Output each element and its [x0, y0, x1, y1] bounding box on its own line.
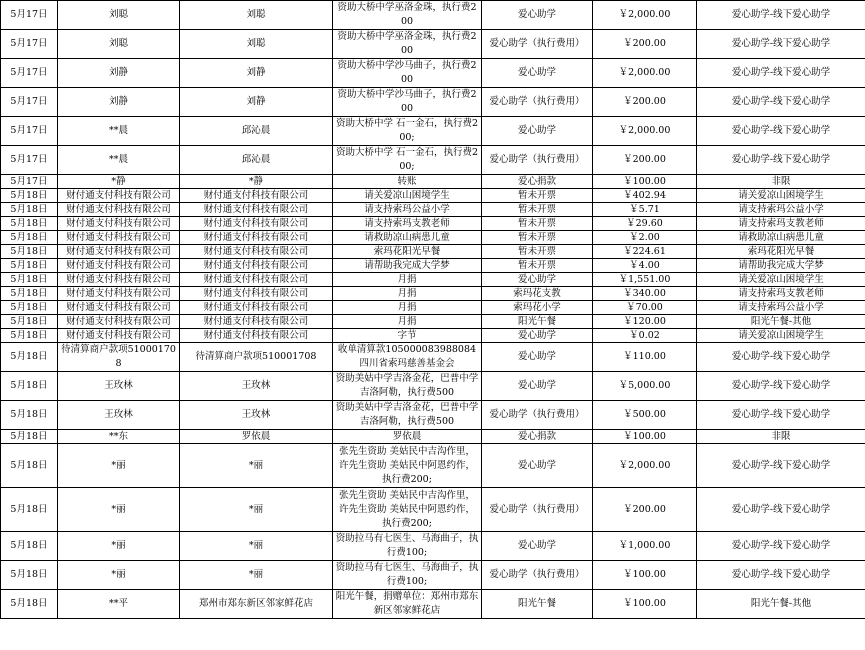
name-cell: 财付通支付科技有限公司: [180, 301, 333, 315]
date-cell: 5月17日: [1, 146, 58, 175]
project-cell: 爱心助学（执行费用）: [482, 30, 593, 59]
donor-cell: 财付通支付科技有限公司: [58, 287, 180, 301]
donor-cell: 王玫林: [58, 372, 180, 401]
date-cell: 5月18日: [1, 532, 58, 561]
purpose-cell: 张先生资助 美姑民中吉沟作里，许先生资助 美姑民中阿恩约作，执行费200;: [333, 444, 482, 488]
project-cell: 爱心助学（执行费用）: [482, 561, 593, 590]
amount-cell: ￥2,000.00: [593, 1, 697, 30]
table-row: [1, 287, 865, 301]
category-cell: 阳光午餐-其他: [697, 315, 865, 329]
project-cell: 爱心助学（执行费用）: [482, 88, 593, 117]
project-cell: 暂未开票: [482, 259, 593, 273]
amount-cell: ￥340.00: [593, 287, 697, 301]
donor-cell: 财付通支付科技有限公司: [58, 329, 180, 343]
name-cell: 财付通支付科技有限公司: [180, 203, 333, 217]
purpose-cell: 月捐: [333, 301, 482, 315]
table-row: [1, 301, 865, 315]
purpose-cell: 资助美姑中学吉洛金花，巴普中学吉洛阿勒，执行费500: [333, 401, 482, 430]
donor-cell: 财付通支付科技有限公司: [58, 203, 180, 217]
date-cell: 5月17日: [1, 88, 58, 117]
project-cell: 爱心助学（执行费用）: [482, 488, 593, 532]
category-cell: 爱心助学-线下爱心助学: [697, 372, 865, 401]
date-cell: 5月18日: [1, 301, 58, 315]
name-cell: 王玫林: [180, 372, 333, 401]
donor-cell: *丽: [58, 561, 180, 590]
category-cell: 索玛花阳光早餐: [697, 245, 865, 259]
name-cell: 财付通支付科技有限公司: [180, 287, 333, 301]
category-cell: 非限: [697, 175, 865, 189]
donor-cell: 刘聪: [58, 30, 180, 59]
name-cell: 刘聪: [180, 30, 333, 59]
amount-cell: ￥5.71: [593, 203, 697, 217]
table-body: [1, 1, 865, 619]
category-cell: 请救助凉山病患儿童: [697, 231, 865, 245]
purpose-cell: 请救助凉山病患儿童: [333, 231, 482, 245]
project-cell: 爱心助学: [482, 343, 593, 372]
donor-cell: *静: [58, 175, 180, 189]
donor-cell: 财付通支付科技有限公司: [58, 301, 180, 315]
donor-cell: **平: [58, 590, 180, 619]
date-cell: 5月18日: [1, 231, 58, 245]
date-cell: 5月18日: [1, 203, 58, 217]
table-row: [1, 444, 865, 488]
donor-cell: **晨: [58, 146, 180, 175]
project-cell: 爱心捐款: [482, 175, 593, 189]
purpose-cell: 月捐: [333, 287, 482, 301]
purpose-cell: 资助拉马有七医生、马海曲子，执行费100;: [333, 532, 482, 561]
project-cell: 爱心助学（执行费用）: [482, 146, 593, 175]
date-cell: 5月17日: [1, 117, 58, 146]
category-cell: 爱心助学-线下爱心助学: [697, 117, 865, 146]
table-row: [1, 59, 865, 88]
purpose-cell: 请关爱凉山困境学生: [333, 189, 482, 203]
table-row: [1, 203, 865, 217]
amount-cell: ￥120.00: [593, 315, 697, 329]
amount-cell: ￥2,000.00: [593, 59, 697, 88]
date-cell: 5月18日: [1, 372, 58, 401]
donor-cell: *丽: [58, 488, 180, 532]
name-cell: 王玫林: [180, 401, 333, 430]
date-cell: 5月18日: [1, 401, 58, 430]
date-cell: 5月17日: [1, 59, 58, 88]
date-cell: 5月17日: [1, 175, 58, 189]
project-cell: 爱心助学: [482, 372, 593, 401]
purpose-cell: 请支持索玛支教老师: [333, 217, 482, 231]
amount-cell: ￥70.00: [593, 301, 697, 315]
name-cell: *静: [180, 175, 333, 189]
category-cell: 爱心助学-线下爱心助学: [697, 1, 865, 30]
project-cell: 索玛花小学: [482, 301, 593, 315]
name-cell: 财付通支付科技有限公司: [180, 315, 333, 329]
purpose-cell: 资助大桥中学巫洛金珠，执行费200: [333, 1, 482, 30]
name-cell: 财付通支付科技有限公司: [180, 329, 333, 343]
donor-cell: 王玫林: [58, 401, 180, 430]
name-cell: 财付通支付科技有限公司: [180, 217, 333, 231]
donor-cell: **晨: [58, 117, 180, 146]
purpose-cell: 张先生资助 美姑民中吉沟作里，许先生资助 美姑民中阿恩约作，执行费200;: [333, 488, 482, 532]
donor-cell: 财付通支付科技有限公司: [58, 245, 180, 259]
purpose-cell: 资助拉马有七医生、马海曲子，执行费100;: [333, 561, 482, 590]
amount-cell: ￥1,551.00: [593, 273, 697, 287]
category-cell: 爱心助学-线下爱心助学: [697, 59, 865, 88]
project-cell: 暂未开票: [482, 245, 593, 259]
amount-cell: ￥100.00: [593, 590, 697, 619]
date-cell: 5月17日: [1, 30, 58, 59]
date-cell: 5月18日: [1, 259, 58, 273]
purpose-cell: 请支持索玛公益小学: [333, 203, 482, 217]
amount-cell: ￥224.61: [593, 245, 697, 259]
category-cell: 请支持索玛支教老师: [697, 287, 865, 301]
date-cell: 5月18日: [1, 430, 58, 444]
table-row: [1, 245, 865, 259]
amount-cell: ￥2.00: [593, 231, 697, 245]
project-cell: 暂未开票: [482, 203, 593, 217]
name-cell: *丽: [180, 444, 333, 488]
name-cell: 财付通支付科技有限公司: [180, 189, 333, 203]
table-row: [1, 231, 865, 245]
amount-cell: ￥200.00: [593, 146, 697, 175]
date-cell: 5月18日: [1, 315, 58, 329]
table-row: [1, 343, 865, 372]
project-cell: 爱心助学: [482, 273, 593, 287]
amount-cell: ￥2,000.00: [593, 444, 697, 488]
purpose-cell: 收单清算款105000083988084四川省索玛慈善基金会: [333, 343, 482, 372]
amount-cell: ￥1,000.00: [593, 532, 697, 561]
table-row: [1, 488, 865, 532]
donor-cell: 财付通支付科技有限公司: [58, 189, 180, 203]
table-row: [1, 315, 865, 329]
amount-cell: ￥29.60: [593, 217, 697, 231]
table-row: [1, 146, 865, 175]
category-cell: 请关爱凉山困境学生: [697, 273, 865, 287]
category-cell: 非限: [697, 430, 865, 444]
date-cell: 5月18日: [1, 488, 58, 532]
table-row: [1, 532, 865, 561]
purpose-cell: 阳光午餐，捐赠单位：郑州市郑东新区邻家鲜花店: [333, 590, 482, 619]
name-cell: 待清算商户款项510001708: [180, 343, 333, 372]
date-cell: 5月18日: [1, 189, 58, 203]
table-row: [1, 175, 865, 189]
amount-cell: ￥100.00: [593, 561, 697, 590]
category-cell: 爱心助学-线下爱心助学: [697, 88, 865, 117]
purpose-cell: 月捐: [333, 315, 482, 329]
donor-cell: *丽: [58, 444, 180, 488]
table-row: [1, 561, 865, 590]
purpose-cell: 资助大桥中学巫洛金珠，执行费200: [333, 30, 482, 59]
amount-cell: ￥5,000.00: [593, 372, 697, 401]
amount-cell: ￥0.02: [593, 329, 697, 343]
name-cell: 财付通支付科技有限公司: [180, 273, 333, 287]
table-row: [1, 430, 865, 444]
project-cell: 阳光午餐: [482, 590, 593, 619]
donor-cell: 刘静: [58, 59, 180, 88]
category-cell: 请支持索玛公益小学: [697, 203, 865, 217]
amount-cell: ￥110.00: [593, 343, 697, 372]
purpose-cell: 月捐: [333, 273, 482, 287]
name-cell: 财付通支付科技有限公司: [180, 259, 333, 273]
name-cell: *丽: [180, 561, 333, 590]
table-row: [1, 259, 865, 273]
project-cell: 阳光午餐: [482, 315, 593, 329]
name-cell: *丽: [180, 488, 333, 532]
name-cell: 刘静: [180, 59, 333, 88]
donor-cell: 待清算商户款项510001708: [58, 343, 180, 372]
project-cell: 暂未开票: [482, 189, 593, 203]
purpose-cell: 资助大桥中学沙马曲子，执行费200: [333, 59, 482, 88]
date-cell: 5月18日: [1, 329, 58, 343]
project-cell: 暂未开票: [482, 231, 593, 245]
name-cell: 郑州市郑东新区邻家鲜花店: [180, 590, 333, 619]
table-row: [1, 217, 865, 231]
date-cell: 5月18日: [1, 273, 58, 287]
date-cell: 5月18日: [1, 444, 58, 488]
project-cell: 爱心助学: [482, 59, 593, 88]
category-cell: 爱心助学-线下爱心助学: [697, 488, 865, 532]
project-cell: 爱心助学: [482, 532, 593, 561]
donor-cell: 财付通支付科技有限公司: [58, 273, 180, 287]
category-cell: 请帮助我完成大学梦: [697, 259, 865, 273]
amount-cell: ￥402.94: [593, 189, 697, 203]
category-cell: 爱心助学-线下爱心助学: [697, 532, 865, 561]
purpose-cell: 字节: [333, 329, 482, 343]
name-cell: 邱沁晨: [180, 146, 333, 175]
category-cell: 爱心助学-线下爱心助学: [697, 30, 865, 59]
category-cell: 请支持索玛支教老师: [697, 217, 865, 231]
purpose-cell: 资助大桥中学沙马曲子，执行费200: [333, 88, 482, 117]
donor-cell: 财付通支付科技有限公司: [58, 315, 180, 329]
table-row: [1, 273, 865, 287]
donor-cell: 财付通支付科技有限公司: [58, 217, 180, 231]
purpose-cell: 资助美姑中学吉洛金花，巴普中学吉洛阿勒，执行费500: [333, 372, 482, 401]
table-row: [1, 189, 865, 203]
donor-cell: 财付通支付科技有限公司: [58, 259, 180, 273]
purpose-cell: 索玛花阳光早餐: [333, 245, 482, 259]
table-row: [1, 372, 865, 401]
project-cell: 爱心捐款: [482, 430, 593, 444]
project-cell: 爱心助学（执行费用）: [482, 401, 593, 430]
amount-cell: ￥200.00: [593, 488, 697, 532]
category-cell: 爱心助学-线下爱心助学: [697, 343, 865, 372]
table-row: [1, 30, 865, 59]
project-cell: 爱心助学: [482, 1, 593, 30]
donor-cell: 刘聪: [58, 1, 180, 30]
purpose-cell: 资助大桥中学 石一金石，执行费200;: [333, 146, 482, 175]
purpose-cell: 转账: [333, 175, 482, 189]
category-cell: 请关爱凉山困境学生: [697, 189, 865, 203]
name-cell: 财付通支付科技有限公司: [180, 245, 333, 259]
category-cell: 阳光午餐-其他: [697, 590, 865, 619]
project-cell: 爱心助学: [482, 117, 593, 146]
amount-cell: ￥4.00: [593, 259, 697, 273]
donor-cell: 财付通支付科技有限公司: [58, 231, 180, 245]
category-cell: 请关爱凉山困境学生: [697, 329, 865, 343]
name-cell: *丽: [180, 532, 333, 561]
project-cell: 爱心助学: [482, 444, 593, 488]
amount-cell: ￥2,000.00: [593, 117, 697, 146]
date-cell: 5月18日: [1, 343, 58, 372]
table-row: [1, 401, 865, 430]
date-cell: 5月18日: [1, 217, 58, 231]
amount-cell: ￥200.00: [593, 30, 697, 59]
project-cell: 暂未开票: [482, 217, 593, 231]
table-row: [1, 117, 865, 146]
purpose-cell: 请帮助我完成大学梦: [333, 259, 482, 273]
category-cell: 请支持索玛公益小学: [697, 301, 865, 315]
amount-cell: ￥100.00: [593, 175, 697, 189]
purpose-cell: 资助大桥中学 石一金石，执行费200;: [333, 117, 482, 146]
amount-cell: ￥500.00: [593, 401, 697, 430]
amount-cell: ￥100.00: [593, 430, 697, 444]
amount-cell: ￥200.00: [593, 88, 697, 117]
date-cell: 5月18日: [1, 590, 58, 619]
purpose-cell: 罗依晨: [333, 430, 482, 444]
date-cell: 5月18日: [1, 287, 58, 301]
category-cell: 爱心助学-线下爱心助学: [697, 146, 865, 175]
table-row: [1, 88, 865, 117]
project-cell: 爱心助学: [482, 329, 593, 343]
date-cell: 5月18日: [1, 561, 58, 590]
project-cell: 索玛花支教: [482, 287, 593, 301]
donor-cell: 刘静: [58, 88, 180, 117]
name-cell: 刘聪: [180, 1, 333, 30]
date-cell: 5月18日: [1, 245, 58, 259]
donor-cell: **东: [58, 430, 180, 444]
name-cell: 罗依晨: [180, 430, 333, 444]
donor-cell: *丽: [58, 532, 180, 561]
category-cell: 爱心助学-线下爱心助学: [697, 561, 865, 590]
category-cell: 爱心助学-线下爱心助学: [697, 401, 865, 430]
category-cell: 爱心助学-线下爱心助学: [697, 444, 865, 488]
table-row: [1, 329, 865, 343]
name-cell: 财付通支付科技有限公司: [180, 231, 333, 245]
table-row: [1, 590, 865, 619]
name-cell: 刘静: [180, 88, 333, 117]
name-cell: 邱沁晨: [180, 117, 333, 146]
table-row: [1, 1, 865, 30]
date-cell: 5月17日: [1, 1, 58, 30]
